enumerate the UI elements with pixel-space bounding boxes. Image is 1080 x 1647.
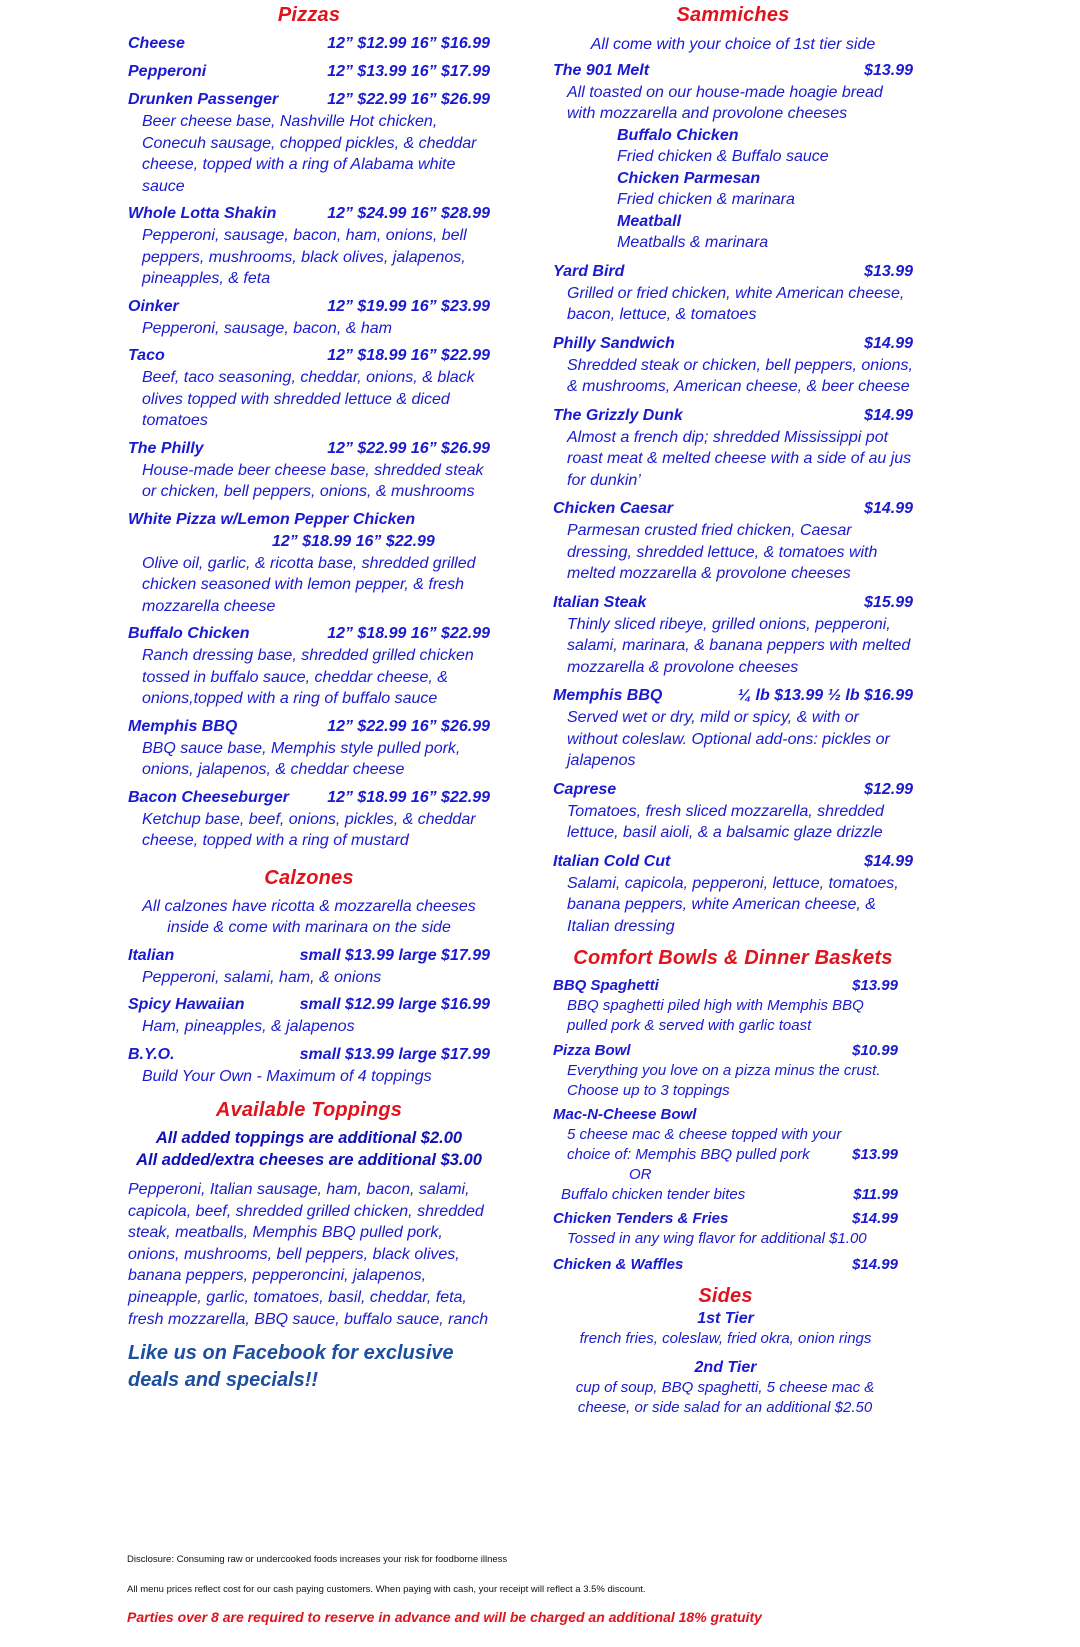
item-price: 12” $12.99 16” $16.99 xyxy=(327,35,490,52)
menu-item xyxy=(128,33,490,55)
menu-item xyxy=(128,945,490,989)
item-header xyxy=(553,976,898,996)
menu-item xyxy=(553,1041,898,1101)
item-price: $10.99 xyxy=(852,1042,898,1059)
item-price: 12” $18.99 16” $22.99 xyxy=(327,347,490,364)
item-header xyxy=(553,405,913,427)
item-name: Yard Bird xyxy=(553,262,625,280)
item-price: $15.99 xyxy=(864,593,913,611)
item-desc: Pepperoni, sausage, bacon, & ham xyxy=(142,319,392,337)
item-header xyxy=(128,203,490,225)
comfort-title: Comfort Bowls & Dinner Baskets xyxy=(573,947,893,969)
melt-option-name: Meatball xyxy=(617,212,682,230)
menu-item xyxy=(128,716,490,781)
item-desc: Pepperoni, salami, ham, & onions xyxy=(142,968,382,986)
item-name: Philly Sandwich xyxy=(553,334,675,352)
item-desc: Everything you love on a pizza minus the crust. Choose up to 3 toppings xyxy=(567,1062,881,1099)
item-price: $14.99 xyxy=(864,406,913,424)
toppings-line-2: All added/extra cheeses are additional $3.00 xyxy=(136,1151,482,1169)
item-desc: Ketchup base, beef, onions, pickles, & cheddar cheese, topped with a ring of mustard xyxy=(142,810,476,849)
item-desc: Salami, capicola, pepperoni, lettuce, tomatoes, banana peppers, white American cheese, & Italian dressing xyxy=(567,874,899,935)
item-name: Whole Lotta Shakin xyxy=(128,205,277,222)
menu-item xyxy=(553,592,913,679)
pizza-list xyxy=(128,33,490,852)
item-name: Drunken Passenger xyxy=(128,91,279,108)
item-name: Oinker xyxy=(128,297,179,315)
menu-item xyxy=(128,623,490,710)
item-header xyxy=(128,716,490,738)
item-price: $13.99 xyxy=(864,262,913,280)
item-price: 12” $18.99 16” $22.99 xyxy=(327,788,490,806)
item-header xyxy=(128,89,490,111)
item-header xyxy=(128,994,490,1016)
sides-tier-1-desc: french fries, coleslaw, fried okra, onion rings xyxy=(579,1330,872,1347)
footer-disclosure: Disclosure: Consuming raw or undercooked foods increases your risk for foodborne illness xyxy=(127,1554,508,1565)
item-header xyxy=(553,1041,898,1061)
melt-price: $13.99 xyxy=(864,61,913,79)
waffles-name: Chicken & Waffles xyxy=(553,1256,684,1273)
melt-option-name: Chicken Parmesan xyxy=(617,169,761,187)
menu-item xyxy=(128,1044,490,1088)
item-desc: Beer cheese base, Nashville Hot chicken, Conecuh sausage, chopped pickles, & cheddar cheese, topped with a ring of Alabama white sauce xyxy=(142,113,477,195)
pizzas-title: Pizzas xyxy=(277,4,341,26)
item-header xyxy=(128,438,490,460)
item-header xyxy=(128,296,490,318)
calzones-title: Calzones xyxy=(264,866,354,889)
menu-item xyxy=(128,203,490,290)
menu-item xyxy=(128,61,490,83)
item-price: 12” $18.99 16” $22.99 xyxy=(327,625,490,642)
item-name: The Philly xyxy=(128,439,204,457)
item-desc: BBQ sauce base, Memphis style pulled pork, onions, jalapenos, & cheddar cheese xyxy=(142,739,461,778)
item-name: The Grizzly Dunk xyxy=(553,406,683,424)
item-header xyxy=(128,623,490,645)
item-price: 12” $18.99 16” $22.99 xyxy=(272,532,435,550)
item-price: 12” $13.99 16” $17.99 xyxy=(327,63,490,80)
melt-desc: All toasted on our house-made hoagie bread with mozzarella and provolone cheeses xyxy=(567,83,883,122)
toppings-title: Available Toppings xyxy=(215,1099,403,1121)
menu-item xyxy=(553,405,913,492)
item-name: Bacon Cheeseburger xyxy=(128,788,289,806)
sammich-list xyxy=(553,261,913,938)
item-price: $14.99 xyxy=(864,500,913,517)
item-desc: Pepperoni, sausage, bacon, ham, onions, bell peppers, mushrooms, black olives, jalapenos, pineapples, & feta xyxy=(142,227,467,287)
item-desc: Tomatoes, fresh sliced mozzarella, shredded lettuce, basil aioli, & a balsamic glaze drizzle xyxy=(567,802,884,841)
tenders-name: Chicken Tenders & Fries xyxy=(553,1210,729,1227)
menu-item xyxy=(128,89,490,197)
item-name: Pepperoni xyxy=(128,63,207,80)
item-name: Pizza Bowl xyxy=(553,1042,631,1059)
melt-option-name: Buffalo Chicken xyxy=(617,126,739,144)
menu-item xyxy=(128,509,490,618)
item-price: small $12.99 large $16.99 xyxy=(299,996,490,1013)
item-name: Italian Cold Cut xyxy=(553,852,671,870)
sides-tier-2-desc: cup of soup, BBQ spaghetti, 5 cheese mac & cheese, or side salad for an additional $2.50 xyxy=(575,1379,875,1416)
item-desc: Shredded steak or chicken, bell peppers, onions, & mushrooms, American cheese, & beer cheese xyxy=(567,356,913,395)
calzones-note: All calzones have ricotta & mozzarella cheeses inside & come with marinara on the side xyxy=(142,897,476,936)
item-name: Memphis BBQ xyxy=(128,717,238,735)
item-price: $13.99 xyxy=(852,977,898,994)
item-header xyxy=(553,498,913,520)
mac-price-2: $11.99 xyxy=(853,1186,898,1203)
mac-option-2: Buffalo chicken tender bites xyxy=(561,1186,746,1203)
sides-title: Sides xyxy=(698,1285,753,1307)
item-name: White Pizza w/Lemon Pepper Chicken xyxy=(128,510,416,528)
item-desc: Beef, taco seasoning, cheddar, onions, & black olives topped with shredded lettuce & diced tomatoes xyxy=(142,369,475,429)
item-name: Italian xyxy=(128,946,175,964)
mac-name: Mac-N-Cheese Bowl xyxy=(553,1106,697,1123)
menu-item xyxy=(128,296,490,340)
menu-item xyxy=(553,333,913,398)
item-name: Memphis BBQ xyxy=(553,687,663,704)
item-name: Italian Steak xyxy=(553,593,647,611)
item-price: $14.99 xyxy=(864,334,913,352)
tenders-desc: Tossed in any wing flavor for additional $1.00 xyxy=(567,1230,867,1247)
item-price: $12.99 xyxy=(864,780,913,798)
item-desc: Almost a french dip; shredded Mississippi pot roast meat & melted cheese with a side of au jus for dunkin’ xyxy=(567,428,912,489)
waffles-price: $14.99 xyxy=(852,1256,898,1273)
item-header xyxy=(553,261,913,283)
melt-option-desc: Meatballs & marinara xyxy=(617,234,769,251)
item-name: B.Y.O. xyxy=(128,1045,175,1063)
melt-item xyxy=(553,60,913,254)
item-desc: Served wet or dry, mild or spicy, & with or without coleslaw. Optional add-ons: pickles or jalapenos xyxy=(567,709,890,769)
right-column xyxy=(553,0,913,1418)
item-header xyxy=(553,779,913,801)
item-name: Chicken Caesar xyxy=(553,500,674,517)
item-price: 12” $24.99 16” $28.99 xyxy=(327,205,490,222)
melt-options xyxy=(553,125,913,254)
item-desc: Thinly sliced ribeye, grilled onions, pepperoni, salami, marinara, & banana peppers with melted mozzarella & provolone cheeses xyxy=(567,615,911,676)
item-price: 12” $22.99 16” $26.99 xyxy=(327,717,490,735)
melt-option-desc: Fried chicken & Buffalo sauce xyxy=(617,148,829,165)
item-desc: Ham, pineapples, & jalapenos xyxy=(142,1018,355,1035)
item-desc: Build Your Own - Maximum of 4 toppings xyxy=(142,1067,432,1085)
item-header xyxy=(128,1044,490,1066)
item-header xyxy=(553,333,913,355)
menu-item xyxy=(128,994,490,1038)
menu-item xyxy=(128,787,490,852)
tenders-item xyxy=(553,1209,898,1249)
mac-desc: 5 cheese mac & cheese topped with your choice of: Memphis BBQ pulled pork xyxy=(567,1126,842,1163)
item-price: ¼ lb $13.99 ½ lb $16.99 xyxy=(737,687,913,704)
item-header xyxy=(128,945,490,967)
item-header xyxy=(128,509,490,553)
item-name: BBQ Spaghetti xyxy=(553,977,659,994)
footer-prices: All menu prices reflect cost for our cash paying customers. When paying with cash, your receipt will reflect a 3.5% discount. xyxy=(127,1584,646,1595)
item-desc: Grilled or fried chicken, white American cheese, bacon, lettuce, & tomatoes xyxy=(567,284,905,323)
item-price: small $13.99 large $17.99 xyxy=(299,1045,490,1063)
item-name: Cheese xyxy=(128,35,185,52)
item-header xyxy=(553,592,913,614)
menu-item xyxy=(128,438,490,503)
toppings-line-1: All added toppings are additional $2.00 xyxy=(155,1129,463,1147)
item-name: Caprese xyxy=(553,780,617,798)
sides-tier-2: 2nd Tier xyxy=(694,1359,757,1376)
mac-price-1: $13.99 xyxy=(852,1146,898,1163)
item-name: Taco xyxy=(128,347,165,364)
item-header xyxy=(128,61,490,83)
tenders-price: $14.99 xyxy=(852,1210,898,1227)
item-header xyxy=(128,787,490,809)
item-price: 12” $22.99 16” $26.99 xyxy=(327,91,490,108)
item-name: Spicy Hawaiian xyxy=(128,996,245,1013)
item-name: Buffalo Chicken xyxy=(128,625,250,642)
melt-option-desc: Fried chicken & marinara xyxy=(617,191,795,208)
comfort-list xyxy=(553,976,898,1101)
mac-or: OR xyxy=(629,1166,652,1183)
melt-name: The 901 Melt xyxy=(553,61,650,79)
menu-item xyxy=(553,851,913,938)
item-price: small $13.99 large $17.99 xyxy=(299,946,490,964)
item-price: 12” $19.99 16” $23.99 xyxy=(327,297,490,315)
waffles-item xyxy=(553,1255,898,1275)
menu-item xyxy=(553,976,898,1036)
facebook-promo: Like us on Facebook for exclusive deals and specials!! xyxy=(128,1342,454,1392)
sammiches-note: All come with your choice of 1st tier side xyxy=(590,36,876,53)
item-header xyxy=(553,685,913,707)
menu-item xyxy=(553,779,913,844)
item-desc: House-made beer cheese base, shredded steak or chicken, bell peppers, onions, & mushrooms xyxy=(142,461,484,500)
item-desc: Parmesan crusted fried chicken, Caesar dressing, shredded lettuce, & tomatoes with melted mozzarella & provolone cheeses xyxy=(567,522,878,582)
item-price: 12” $22.99 16” $26.99 xyxy=(327,439,490,457)
calzone-list xyxy=(128,945,490,1088)
sides-tier-1: 1st Tier xyxy=(697,1310,754,1327)
menu-item xyxy=(553,498,913,585)
left-column xyxy=(128,0,490,1394)
mac-item xyxy=(553,1105,898,1205)
item-header xyxy=(128,345,490,367)
item-price: $14.99 xyxy=(864,852,913,870)
footer-parties: Parties over 8 are required to reserve in advance and will be charged an additional 18% gratuity xyxy=(127,1609,762,1625)
item-desc: Ranch dressing base, shredded grilled chicken tossed in buffalo sauce, cheddar cheese, & onions,topped with a ring of buffalo sauce xyxy=(142,647,474,707)
item-desc: Olive oil, garlic, & ricotta base, shredded grilled chicken seasoned with lemon pepper, & fresh mozzarella cheese xyxy=(142,554,476,615)
item-header xyxy=(553,851,913,873)
toppings-list: Pepperoni, Italian sausage, ham, bacon, salami, capicola, beef, shredded grilled chicken, shredded steak, meatballs, Memphis BBQ pulled pork, onions, mushrooms, bell peppers, black olives, banana peppers, pepperoncini, jalapenos, pineapple, garlic, tomatoes, basil, cheddar, feta, fresh mozzarella, BBQ sauce, buffalo sauce, ranch xyxy=(128,1181,489,1328)
menu-item xyxy=(553,261,913,326)
item-desc: BBQ spaghetti piled high with Memphis BBQ pulled pork & served with garlic toast xyxy=(567,997,864,1034)
menu-item xyxy=(553,685,913,772)
sammiches-title: Sammiches xyxy=(676,4,790,26)
item-header xyxy=(128,33,490,55)
menu-item xyxy=(128,345,490,432)
